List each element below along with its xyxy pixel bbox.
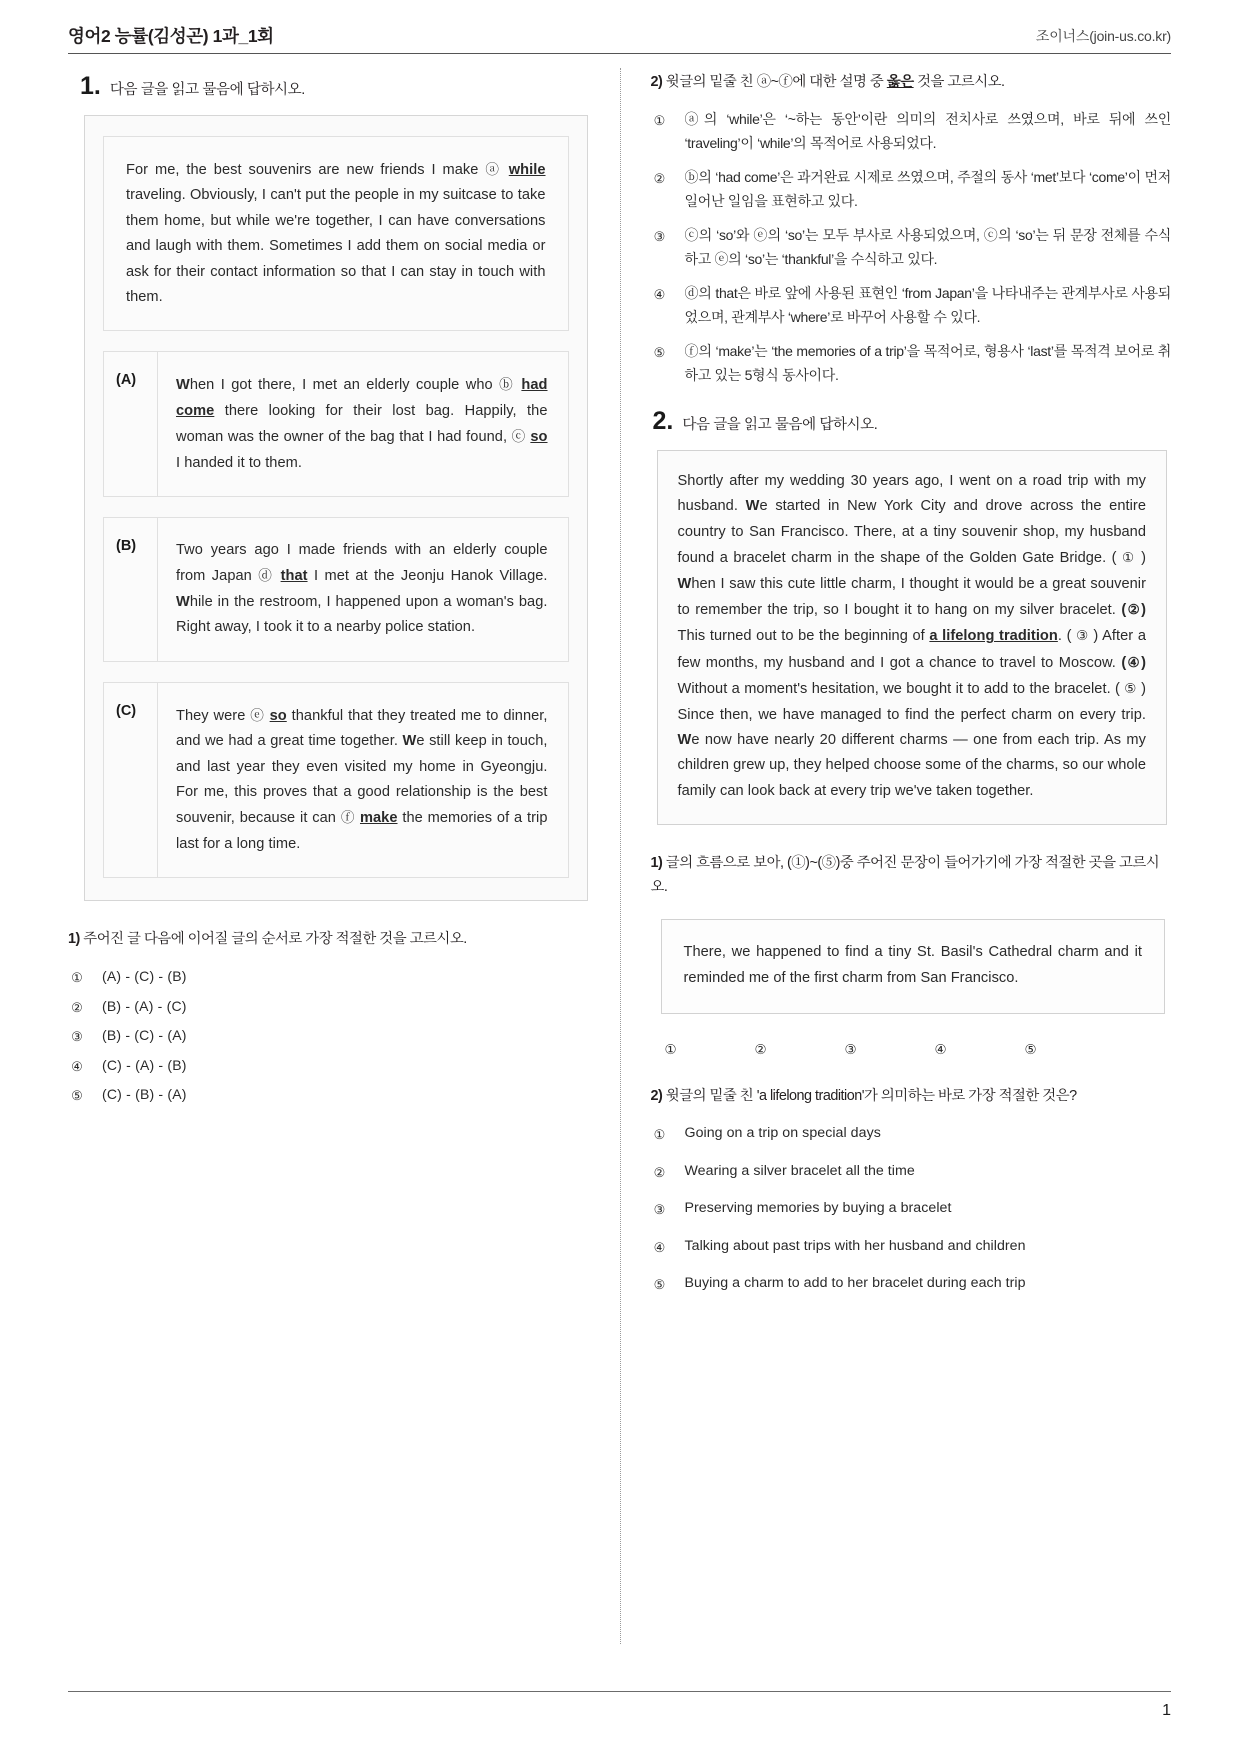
choice-item[interactable] — [68, 1024, 594, 1049]
choice-marker: ① — [71, 970, 83, 986]
answer-marker[interactable]: ① — [664, 1042, 677, 1058]
choice-label: Talking about past trips with her husband and children — [684, 1237, 1026, 1254]
blank-marker-2: ② — [1126, 602, 1142, 618]
passage-main-box — [103, 136, 569, 331]
passage-block-b-label: (B) — [104, 518, 158, 661]
blank-marker-1: ① — [1122, 550, 1136, 566]
choice-label: Wearing a silver bracelet all the time — [684, 1162, 915, 1179]
passage-block-b-text: Two years ago I made friends with an elderly couple from Japan ⓓ that I met at the Jeonju Hanok Village. While in the restroom, I happened upon a woman's bag. Right away, I took it to a nearby police station. — [176, 542, 548, 636]
passage-block-a — [103, 351, 569, 497]
choice-label: Buying a charm to add to her bracelet during each trip — [684, 1275, 1026, 1292]
blank-marker-4: ④ — [1126, 654, 1142, 670]
underlined-lifelong-tradition: a lifelong tradition — [929, 628, 1058, 645]
section-1-question-2-stem — [651, 70, 1172, 94]
passage-main-text: For me, the best souvenirs are new friends I make ⓐ while traveling. Obviously, I can't put the people in my suitcase to take them home, but while we're together, I can have conversations and laugh with them. Sometimes I add them on social media or ask for their contact information so that I can stay in touch with them. — [126, 162, 546, 306]
passage-block-c-text: They were ⓔ so thankful that they treated me to dinner, and we had a great time together. We still keep in touch, and last year they even visited my home in Gyeongju. For me, this proves that a good relationship is the best souvenir, because it can ⓕ make the memories of a trip last for a long time. — [176, 707, 548, 852]
section-2-passage-frame — [657, 450, 1168, 825]
section-2-question-1-markers — [665, 1042, 1172, 1058]
underlined-had-come: had come — [176, 377, 548, 419]
section-2-question-1 — [651, 851, 1172, 1058]
answer-marker[interactable]: ④ — [934, 1042, 947, 1058]
choice-label: Going on a trip on special days — [684, 1125, 881, 1142]
section-1-heading — [80, 74, 594, 99]
choice-marker: ④ — [71, 1058, 83, 1074]
choice-label: (C) - (B) - (A) — [102, 1086, 187, 1103]
section-2-question-1-stem — [651, 851, 1172, 899]
choice-label: Preserving memories by buying a bracelet — [684, 1200, 952, 1217]
given-sentence-text: There, we happened to find a tiny St. Basil's Cathedral charm and it reminded me of the first charm from San Francisco. — [683, 944, 1142, 986]
choice-marker: ③ — [653, 229, 666, 244]
choice-marker: ① — [653, 113, 666, 128]
marker-b: ⓑ — [499, 377, 515, 393]
answer-marker[interactable]: ③ — [844, 1042, 857, 1058]
q2-stem-pre: 윗글의 밑줄 친 ⓐ~ⓕ에 대한 설명 중 — [665, 74, 887, 90]
section-2-passage-text: Shortly after my wedding 30 years ago, I went on a road trip with my husband. We started in New York City and drove across the entire country to San Francisco. There, at a tiny souvenir shop, my husband found a bracelet charm in the shape of the Golden Gate Bridge. ( ① ) When I saw this cute little charm, I thought it would be a great souvenir to remember the trip, so I bought it to hang on my silver bracelet. (②) This turned out to be the beginning of a lifelong tradition. ( ③ ) After a few months, my husband and I got a chance to travel to Moscow. (④) Without a moment's hesitation, we bought it to add to the bracelet. ( ⑤ ) Since then, we have managed to find the perfect charm on every trip. We now have nearly 20 different charms — one from each trip. As my children grew up, they helped choose some of the charms, so our whole family can look back at every trip we've taken together. — [677, 473, 1147, 799]
underlined-while: while — [508, 162, 546, 178]
passage-block-a-text: When I got there, I met an elderly couple who ⓑ had come there looking for their lost bag. Happily, the woman was the owner of the bag that I had found, ⓒ so I handed it to them. — [176, 377, 548, 471]
section-2-question-2-stem — [651, 1084, 1172, 1108]
choice-marker: ② — [653, 171, 666, 186]
choice-item[interactable] — [651, 108, 1172, 155]
section-2-instruction: 다음 글을 읽고 물음에 답하시오. — [682, 417, 878, 433]
page-header — [68, 0, 1171, 54]
s2q1-number: 1) — [650, 855, 663, 872]
section-1-question-1-choices — [68, 965, 594, 1108]
section-1-question-2 — [651, 70, 1172, 387]
section-1-instruction: 다음 글을 읽고 물음에 답하시오. — [109, 82, 305, 98]
choice-marker: ① — [653, 1127, 666, 1143]
choice-label: ⓑ의 ‘had come’은 과거완료 시제로 쓰였으며, 주절의 동사 ‘met’보다 ‘come’이 먼저 일어난 일임을 표현하고 있다. — [684, 169, 1171, 209]
section-2-number: 2. — [652, 407, 674, 435]
section-1-question-1-stem — [68, 927, 594, 951]
choice-label: (A) - (C) - (B) — [102, 968, 187, 985]
passage-block-a-label: (A) — [104, 352, 158, 496]
choice-marker: ⑤ — [653, 345, 666, 360]
choice-marker: ④ — [653, 287, 666, 302]
page-footer — [68, 1691, 1171, 1720]
choice-marker: ② — [71, 999, 83, 1015]
choice-label: (B) - (A) - (C) — [102, 997, 187, 1014]
underlined-so-1: so — [530, 429, 548, 446]
choice-marker: ⑤ — [71, 1088, 83, 1104]
section-1-question-1 — [68, 927, 594, 1108]
section-1-number: 1. — [80, 72, 101, 100]
choice-item[interactable] — [651, 224, 1172, 271]
underlined-that: that — [280, 568, 308, 585]
choice-item[interactable] — [651, 1197, 1172, 1222]
section-2-heading — [653, 409, 1172, 434]
publisher-brand: 조이너스(join-us.co.kr) — [1035, 28, 1171, 44]
choice-item[interactable] — [651, 1160, 1172, 1185]
passage-block-b-body — [158, 518, 568, 661]
given-sentence-box — [661, 919, 1166, 1014]
answer-marker[interactable]: ② — [754, 1042, 767, 1058]
marker-d: ⓓ — [258, 568, 275, 584]
marker-e: ⓔ — [250, 707, 265, 723]
blank-marker-5: ⑤ — [1124, 681, 1137, 697]
q2-stem-emphasis: 옳은 — [886, 74, 914, 90]
choice-item[interactable] — [651, 282, 1172, 329]
choice-label: ⓓ의 that은 바로 앞에 사용된 표현인 ‘from Japan’을 나타내주는 관계부사로 사용되었으며, 관계부사 ‘where’로 바꾸어 사용할 수 있다. — [684, 285, 1171, 325]
left-column — [68, 68, 620, 1644]
s2q2-stem-text: 윗글의 밑줄 친 'a lifelong tradition'가 의미하는 바로 가장 적절한 것은? — [665, 1088, 1077, 1105]
page-number: 1 — [1162, 1702, 1171, 1719]
blank-marker-3: ③ — [1076, 628, 1089, 644]
q2-number: 2) — [650, 74, 663, 90]
q1-number: 1) — [68, 931, 80, 948]
choice-label: ⓒ의 ‘so’와 ⓔ의 ‘so’는 모두 부사로 사용되었으며, ⓒ의 ‘so’는 뒤 문장 전체를 수식하고 ⓔ의 ‘so’는 ‘thankful’을 수식하고 있다. — [684, 227, 1171, 267]
marker-a: ⓐ — [485, 162, 502, 177]
passage-block-c-label: (C) — [104, 683, 158, 877]
choice-label: (B) - (C) - (A) — [102, 1027, 187, 1044]
right-column — [620, 68, 1172, 1644]
q1-stem-text: 주어진 글 다음에 이어질 글의 순서로 가장 적절한 것을 고르시오. — [83, 931, 467, 948]
s2q1-stem-text: 글의 흐름으로 보아, (①)~(⑤)중 주어진 문장이 들어가기에 가장 적절한 곳을 고르시오. — [650, 855, 1160, 896]
choice-item[interactable] — [651, 1122, 1172, 1147]
choice-item[interactable] — [651, 340, 1172, 387]
q2-stem-post: 것을 고르시오. — [913, 74, 1005, 90]
marker-f: ⓕ — [340, 810, 356, 826]
page-title: 영어2 능률(김성곤) 1과_1회 — [68, 26, 274, 46]
passage-block-b — [103, 517, 569, 662]
choice-item[interactable] — [651, 166, 1172, 213]
section-1-passage-frame — [84, 115, 588, 901]
choice-label: (C) - (A) - (B) — [102, 1056, 187, 1073]
choice-item[interactable] — [68, 1083, 594, 1108]
choice-marker: ③ — [71, 1029, 83, 1045]
passage-block-c — [103, 682, 569, 878]
marker-c: ⓒ — [511, 429, 526, 445]
section-2-question-2-choices — [651, 1122, 1172, 1297]
section-2-question-2 — [651, 1084, 1172, 1297]
s2q2-number: 2) — [650, 1088, 663, 1105]
choice-item[interactable] — [68, 995, 594, 1020]
choice-item[interactable] — [68, 1054, 594, 1079]
choice-marker: ② — [653, 1164, 666, 1180]
passage-block-c-body — [158, 683, 568, 877]
choice-item[interactable] — [68, 965, 594, 990]
choice-marker: ③ — [653, 1202, 666, 1218]
choice-marker: ④ — [653, 1239, 666, 1255]
section-1-question-2-choices — [651, 108, 1172, 387]
choice-item[interactable] — [651, 1272, 1172, 1297]
choice-label: ⓐ의 ‘while’은 ‘~하는 동안’이란 의미의 전치사로 쓰였으며, 바로 뒤에 쓰인 ‘traveling’이 ‘while’의 목적어로 사용되었다. — [684, 111, 1171, 151]
answer-marker[interactable]: ⑤ — [1024, 1042, 1037, 1058]
underlined-so-2: so — [269, 707, 287, 724]
passage-block-a-body — [158, 352, 568, 496]
underlined-make: make — [359, 810, 398, 827]
choice-label: ⓕ의 ‘make’는 ‘the memories of a trip’을 목적어로, 형용사 ‘last’를 목적격 보어로 취하고 있는 5형식 동사이다. — [684, 343, 1171, 383]
choice-marker: ⑤ — [653, 1277, 666, 1293]
choice-item[interactable] — [651, 1235, 1172, 1260]
two-column-body — [68, 54, 1171, 1644]
